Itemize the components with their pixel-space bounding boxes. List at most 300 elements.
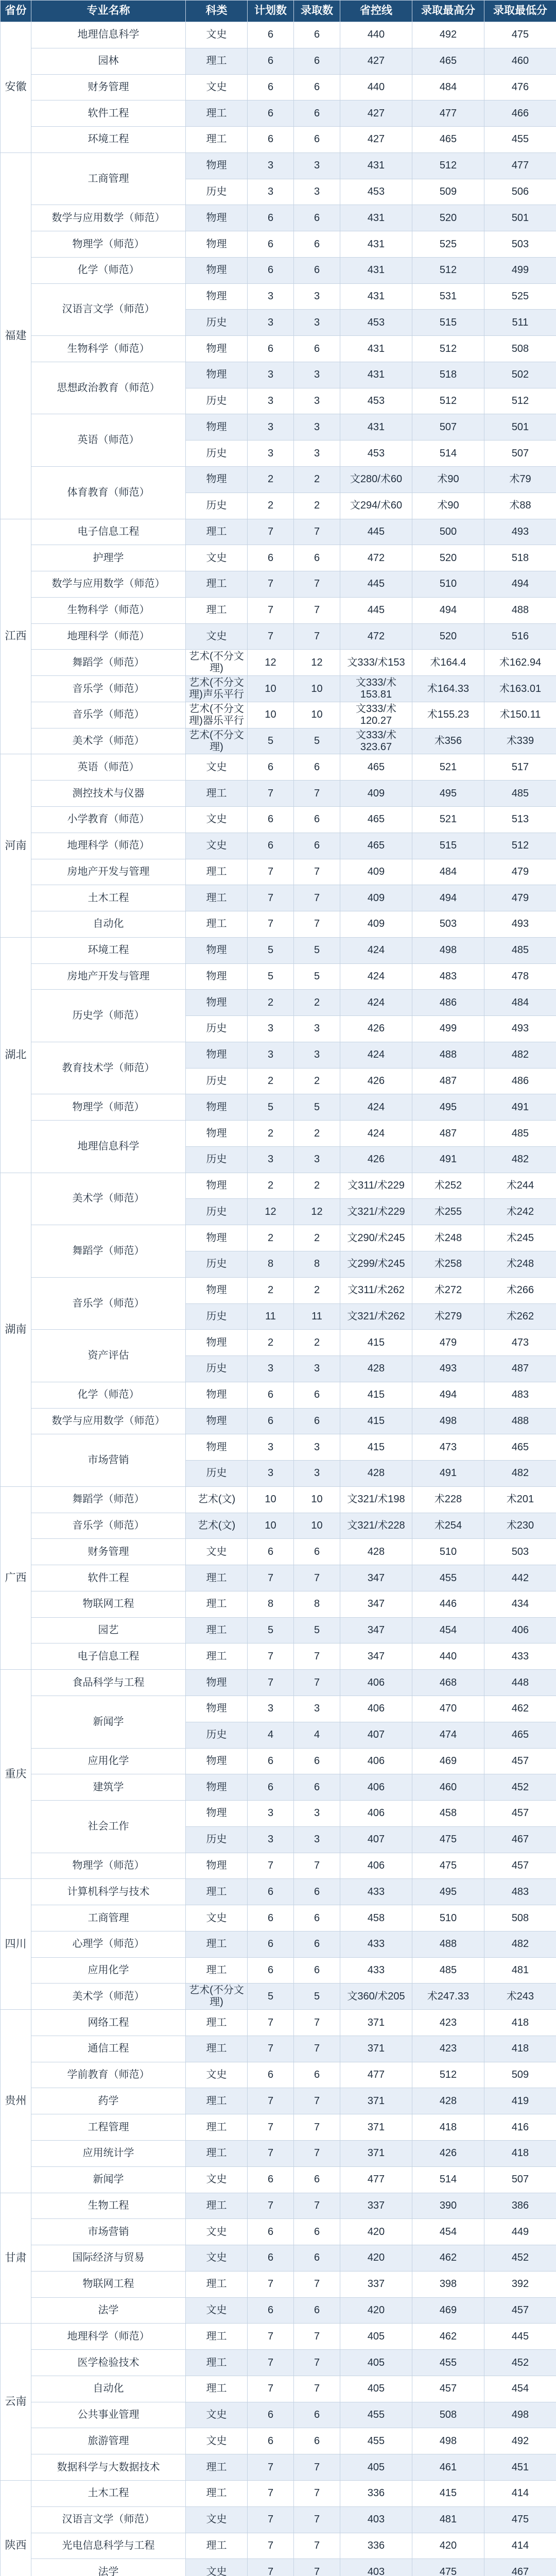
min-score-cell: 502 [484, 362, 556, 388]
category-cell: 理工 [186, 2271, 248, 2297]
admit-count-cell: 3 [294, 1826, 340, 1853]
major-name-cell: 电子信息工程 [31, 1643, 186, 1670]
min-score-cell: 术230 [484, 1513, 556, 1539]
category-cell: 物理 [186, 1774, 248, 1801]
control-line-cell: 347 [340, 1565, 412, 1591]
max-score-cell: 520 [412, 545, 484, 571]
category-cell: 文史 [186, 545, 248, 571]
control-line-cell: 455 [340, 2402, 412, 2428]
min-score-cell: 442 [484, 1565, 556, 1591]
category-cell: 艺术(不分文理) [186, 728, 248, 754]
plan-count-cell: 6 [248, 1879, 294, 1905]
max-score-cell: 512 [412, 336, 484, 362]
control-line-cell: 409 [340, 911, 412, 938]
max-score-cell: 484 [412, 74, 484, 100]
admit-count-cell: 6 [294, 1382, 340, 1408]
category-cell: 文史 [186, 2402, 248, 2428]
control-line-cell: 431 [340, 283, 412, 310]
plan-count-cell: 3 [248, 388, 294, 414]
min-score-cell: 485 [484, 1121, 556, 1147]
max-score-cell: 512 [412, 388, 484, 414]
control-line-cell: 371 [340, 2036, 412, 2062]
control-line-cell: 453 [340, 310, 412, 336]
admit-count-cell: 7 [294, 623, 340, 650]
control-line-cell: 424 [340, 937, 412, 963]
admit-count-cell: 3 [294, 310, 340, 336]
plan-count-cell: 2 [248, 1068, 294, 1094]
min-score-cell: 452 [484, 2245, 556, 2272]
admit-count-cell: 6 [294, 2428, 340, 2454]
province-cell: 四川 [1, 1879, 31, 2010]
major-name-cell: 房地产开发与管理 [31, 963, 186, 990]
major-name-cell: 体育教育（师范） [31, 467, 186, 519]
min-score-cell: 503 [484, 231, 556, 258]
min-score-cell: 406 [484, 1617, 556, 1643]
major-name-cell: 软件工程 [31, 100, 186, 127]
admit-count-cell: 8 [294, 1251, 340, 1277]
plan-count-cell: 7 [248, 2376, 294, 2402]
table-row [1, 1408, 556, 1434]
admit-count-cell: 5 [294, 1984, 340, 2010]
control-line-cell: 文333/术120.27 [340, 702, 412, 728]
table-row [1, 1984, 556, 2010]
admit-count-cell: 6 [294, 1748, 340, 1774]
major-name-cell: 应用化学 [31, 1748, 186, 1774]
admit-count-cell: 7 [294, 885, 340, 911]
max-score-cell: 531 [412, 283, 484, 310]
header-row [1, 1, 556, 22]
max-score-cell: 术272 [412, 1277, 484, 1303]
table-row [1, 22, 556, 48]
min-score-cell: 477 [484, 152, 556, 179]
province-cell: 河南 [1, 754, 31, 937]
admit-count-cell: 7 [294, 2193, 340, 2219]
table-row [1, 519, 556, 545]
control-line-cell: 415 [340, 1382, 412, 1408]
category-cell: 艺术(文) [186, 1486, 248, 1513]
plan-count-cell: 7 [248, 2350, 294, 2376]
major-name-cell: 电子信息工程 [31, 519, 186, 545]
plan-count-cell: 6 [248, 2402, 294, 2428]
major-name-cell: 地理科学（师范） [31, 833, 186, 859]
min-score-cell: 术162.94 [484, 650, 556, 676]
major-name-cell: 生物科学（师范） [31, 597, 186, 623]
major-name-cell: 土木工程 [31, 885, 186, 911]
control-line-cell: 445 [340, 571, 412, 598]
plan-count-cell: 6 [248, 74, 294, 100]
category-cell: 历史 [186, 1461, 248, 1487]
control-line-cell: 文299/术245 [340, 1251, 412, 1277]
control-line-cell: 407 [340, 1722, 412, 1748]
plan-count-cell: 3 [248, 310, 294, 336]
max-score-cell: 420 [412, 2533, 484, 2559]
control-line-cell: 427 [340, 48, 412, 74]
min-score-cell: 462 [484, 1696, 556, 1722]
admit-count-cell: 6 [294, 2166, 340, 2193]
plan-count-cell: 5 [248, 1094, 294, 1121]
max-score-cell: 术252 [412, 1173, 484, 1199]
major-name-cell: 教育技术学（师范） [31, 1042, 186, 1094]
category-cell: 历史 [186, 1722, 248, 1748]
admit-count-cell: 5 [294, 1617, 340, 1643]
admit-count-cell: 7 [294, 2506, 340, 2533]
table-row [1, 1905, 556, 1931]
max-score-cell: 446 [412, 1591, 484, 1617]
control-line-cell: 406 [340, 1774, 412, 1801]
admit-count-cell: 6 [294, 1408, 340, 1434]
plan-count-cell: 6 [248, 2062, 294, 2088]
table-row [1, 781, 556, 807]
max-score-cell: 455 [412, 1565, 484, 1591]
min-score-cell: 418 [484, 2141, 556, 2167]
plan-count-cell: 7 [248, 1643, 294, 1670]
major-name-cell: 工商管理 [31, 152, 186, 205]
category-cell: 理工 [186, 2376, 248, 2402]
max-score-cell: 514 [412, 2166, 484, 2193]
admit-count-cell: 3 [294, 152, 340, 179]
province-cell: 云南 [1, 2324, 31, 2481]
admit-count-cell: 6 [294, 100, 340, 127]
control-line-cell: 415 [340, 1434, 412, 1461]
plan-count-cell: 6 [248, 127, 294, 153]
plan-count-cell: 10 [248, 1513, 294, 1539]
table-row [1, 571, 556, 598]
table-row [1, 100, 556, 127]
control-line-cell: 409 [340, 859, 412, 885]
category-cell: 历史 [186, 1146, 248, 1173]
control-line-cell: 431 [340, 362, 412, 388]
table-row [1, 152, 556, 179]
major-name-cell: 化学（师范） [31, 1382, 186, 1408]
min-score-cell: 491 [484, 1094, 556, 1121]
table-row [1, 48, 556, 74]
max-score-cell: 481 [412, 2506, 484, 2533]
max-score-cell: 398 [412, 2271, 484, 2297]
max-score-cell: 498 [412, 937, 484, 963]
plan-count-cell: 3 [248, 362, 294, 388]
major-name-cell: 光电信息科学与工程 [31, 2533, 186, 2559]
control-line-cell: 文333/术323.67 [340, 728, 412, 754]
table-row [1, 650, 556, 676]
plan-count-cell: 6 [248, 1957, 294, 1984]
control-line-cell: 文321/术229 [340, 1199, 412, 1225]
province-cell: 甘肃 [1, 2193, 31, 2324]
table-row [1, 754, 556, 781]
plan-count-cell: 6 [248, 1748, 294, 1774]
category-cell: 历史 [186, 1303, 248, 1330]
admit-count-cell: 3 [294, 362, 340, 388]
category-cell: 物理 [186, 257, 248, 283]
max-score-cell: 487 [412, 1068, 484, 1094]
max-score-cell: 475 [412, 2559, 484, 2576]
table-row [1, 2559, 556, 2576]
category-cell: 物理 [186, 1094, 248, 1121]
control-line-cell: 445 [340, 519, 412, 545]
min-score-cell: 484 [484, 990, 556, 1016]
major-name-cell: 学前教育（师范） [31, 2062, 186, 2088]
table-row [1, 1330, 556, 1356]
table-row [1, 2402, 556, 2428]
control-line-cell: 405 [340, 2350, 412, 2376]
plan-count-cell: 7 [248, 519, 294, 545]
control-line-cell: 424 [340, 990, 412, 1016]
category-cell: 理工 [186, 1617, 248, 1643]
max-score-cell: 487 [412, 1121, 484, 1147]
admit-count-cell: 8 [294, 1591, 340, 1617]
admit-count-cell: 2 [294, 1173, 340, 1199]
plan-count-cell: 3 [248, 1696, 294, 1722]
admit-count-cell: 7 [294, 1670, 340, 1696]
major-name-cell: 计算机科学与技术 [31, 1879, 186, 1905]
major-name-cell: 环境工程 [31, 127, 186, 153]
plan-count-cell: 7 [248, 2454, 294, 2481]
control-line-cell: 文311/术262 [340, 1277, 412, 1303]
table-row [1, 1173, 556, 1199]
min-score-cell: 475 [484, 2506, 556, 2533]
plan-count-cell: 12 [248, 650, 294, 676]
major-name-cell: 生物工程 [31, 2193, 186, 2219]
control-line-cell: 453 [340, 179, 412, 205]
category-cell: 历史 [186, 1251, 248, 1277]
control-line-cell: 405 [340, 2454, 412, 2481]
table-row [1, 2166, 556, 2193]
min-score-cell: 513 [484, 806, 556, 833]
major-name-cell: 国际经济与贸易 [31, 2245, 186, 2272]
max-score-cell: 术258 [412, 1251, 484, 1277]
plan-count-cell: 6 [248, 2245, 294, 2272]
plan-count-cell: 7 [248, 1853, 294, 1879]
max-score-cell: 491 [412, 1146, 484, 1173]
admit-count-cell: 3 [294, 1461, 340, 1487]
min-score-cell: 473 [484, 1330, 556, 1356]
plan-count-cell: 7 [248, 2324, 294, 2350]
admit-count-cell: 6 [294, 2062, 340, 2088]
admit-count-cell: 2 [294, 1225, 340, 1251]
major-name-cell: 美术学（师范） [31, 1173, 186, 1225]
plan-count-cell: 3 [248, 1461, 294, 1487]
admit-count-cell: 7 [294, 2350, 340, 2376]
control-line-cell: 427 [340, 100, 412, 127]
control-line-cell: 426 [340, 1016, 412, 1042]
major-name-cell: 历史学（师范） [31, 990, 186, 1042]
plan-count-cell: 3 [248, 179, 294, 205]
max-score-cell: 475 [412, 1826, 484, 1853]
province-cell: 湖北 [1, 937, 31, 1173]
min-score-cell: 525 [484, 283, 556, 310]
major-name-cell: 自动化 [31, 2376, 186, 2402]
control-line-cell: 409 [340, 781, 412, 807]
category-cell: 物理 [186, 1748, 248, 1774]
max-score-cell: 术164.33 [412, 676, 484, 702]
plan-count-cell: 5 [248, 1984, 294, 2010]
max-score-cell: 521 [412, 806, 484, 833]
table-row [1, 1670, 556, 1696]
table-row [1, 2114, 556, 2141]
control-line-cell: 文333/术153.81 [340, 676, 412, 702]
max-score-cell: 494 [412, 885, 484, 911]
admit-count-cell: 7 [294, 1643, 340, 1670]
max-score-cell: 390 [412, 2193, 484, 2219]
plan-count-cell: 6 [248, 806, 294, 833]
min-score-cell: 507 [484, 440, 556, 467]
plan-count-cell: 2 [248, 467, 294, 493]
admit-count-cell: 10 [294, 676, 340, 702]
control-line-cell: 427 [340, 127, 412, 153]
major-name-cell: 园林 [31, 48, 186, 74]
admit-count-cell: 3 [294, 1434, 340, 1461]
plan-count-cell: 7 [248, 885, 294, 911]
max-score-cell: 462 [412, 2245, 484, 2272]
control-line-cell: 440 [340, 74, 412, 100]
min-score-cell: 501 [484, 205, 556, 231]
plan-count-cell: 2 [248, 493, 294, 519]
min-score-cell: 481 [484, 1957, 556, 1984]
control-line-cell: 403 [340, 2506, 412, 2533]
max-score-cell: 415 [412, 2480, 484, 2506]
admit-count-cell: 5 [294, 1094, 340, 1121]
plan-count-cell: 7 [248, 1565, 294, 1591]
min-score-cell: 494 [484, 571, 556, 598]
admit-count-cell: 7 [294, 571, 340, 598]
min-score-cell: 433 [484, 1643, 556, 1670]
major-name-cell: 化学（师范） [31, 257, 186, 283]
max-score-cell: 518 [412, 362, 484, 388]
control-line-cell: 405 [340, 2376, 412, 2402]
min-score-cell: 460 [484, 48, 556, 74]
admit-count-cell: 6 [294, 754, 340, 781]
min-score-cell: 457 [484, 2297, 556, 2324]
max-score-cell: 455 [412, 2350, 484, 2376]
major-name-cell: 通信工程 [31, 2036, 186, 2062]
min-score-cell: 518 [484, 545, 556, 571]
admit-count-cell: 2 [294, 1277, 340, 1303]
table-header [1, 1, 556, 22]
control-line-cell: 371 [340, 2114, 412, 2141]
admit-count-cell: 2 [294, 990, 340, 1016]
table-row [1, 2324, 556, 2350]
admit-count-cell: 7 [294, 2141, 340, 2167]
major-name-cell: 建筑学 [31, 1774, 186, 1801]
min-score-cell: 术245 [484, 1225, 556, 1251]
major-name-cell: 护理学 [31, 545, 186, 571]
max-score-cell: 470 [412, 1696, 484, 1722]
max-score-cell: 510 [412, 1905, 484, 1931]
category-cell: 物理 [186, 963, 248, 990]
plan-count-cell: 6 [248, 205, 294, 231]
min-score-cell: 451 [484, 2454, 556, 2481]
major-name-cell: 地理信息科学 [31, 22, 186, 48]
header-admit-count: 录取数 [294, 1, 340, 22]
major-name-cell: 公共事业管理 [31, 2402, 186, 2428]
major-name-cell: 新闻学 [31, 1696, 186, 1749]
category-cell: 物理 [186, 1696, 248, 1722]
min-score-cell: 452 [484, 1774, 556, 1801]
control-line-cell: 477 [340, 2166, 412, 2193]
max-score-cell: 512 [412, 2062, 484, 2088]
min-score-cell: 457 [484, 1853, 556, 1879]
category-cell: 文史 [186, 2506, 248, 2533]
category-cell: 物理 [186, 414, 248, 440]
control-line-cell: 433 [340, 1957, 412, 1984]
category-cell: 物理 [186, 990, 248, 1016]
category-cell: 物理 [186, 1801, 248, 1827]
min-score-cell: 467 [484, 2559, 556, 2576]
table-row [1, 1094, 556, 1121]
max-score-cell: 493 [412, 1356, 484, 1382]
control-line-cell: 420 [340, 2219, 412, 2245]
plan-count-cell: 10 [248, 676, 294, 702]
admit-count-cell: 3 [294, 414, 340, 440]
control-line-cell: 431 [340, 414, 412, 440]
category-cell: 艺术(不分文理)器乐平行 [186, 702, 248, 728]
major-name-cell: 音乐学（师范） [31, 702, 186, 728]
category-cell: 理工 [186, 48, 248, 74]
admit-count-cell: 6 [294, 1879, 340, 1905]
admit-count-cell: 2 [294, 1121, 340, 1147]
table-row [1, 676, 556, 702]
category-cell: 历史 [186, 1068, 248, 1094]
major-name-cell: 物理学（师范） [31, 1094, 186, 1121]
min-score-cell: 501 [484, 414, 556, 440]
max-score-cell: 485 [412, 1957, 484, 1984]
max-score-cell: 491 [412, 1461, 484, 1487]
category-cell: 物理 [186, 205, 248, 231]
table-row [1, 728, 556, 754]
min-score-cell: 517 [484, 754, 556, 781]
category-cell: 理工 [186, 1643, 248, 1670]
category-cell: 理工 [186, 2114, 248, 2141]
max-score-cell: 494 [412, 597, 484, 623]
table-row [1, 1957, 556, 1984]
plan-count-cell: 7 [248, 2559, 294, 2576]
control-line-cell: 337 [340, 2271, 412, 2297]
control-line-cell: 403 [340, 2559, 412, 2576]
max-score-cell: 521 [412, 754, 484, 781]
category-cell: 文史 [186, 2297, 248, 2324]
max-score-cell: 460 [412, 1774, 484, 1801]
plan-count-cell: 6 [248, 2428, 294, 2454]
admit-count-cell: 5 [294, 937, 340, 963]
table-row [1, 1225, 556, 1251]
table-body [1, 22, 556, 2576]
category-cell: 物理 [186, 362, 248, 388]
category-cell: 物理 [186, 937, 248, 963]
plan-count-cell: 6 [248, 336, 294, 362]
admit-count-cell: 2 [294, 1068, 340, 1094]
min-score-cell: 482 [484, 1461, 556, 1487]
max-score-cell: 423 [412, 2010, 484, 2036]
admit-count-cell: 7 [294, 2533, 340, 2559]
max-score-cell: 525 [412, 231, 484, 258]
table-row [1, 2297, 556, 2324]
max-score-cell: 440 [412, 1643, 484, 1670]
plan-count-cell: 7 [248, 781, 294, 807]
category-cell: 物理 [186, 1670, 248, 1696]
admit-count-cell: 10 [294, 1486, 340, 1513]
admit-count-cell: 3 [294, 1016, 340, 1042]
max-score-cell: 477 [412, 100, 484, 127]
plan-count-cell: 11 [248, 1303, 294, 1330]
category-cell: 物理 [186, 1330, 248, 1356]
category-cell: 文史 [186, 2062, 248, 2088]
plan-count-cell: 7 [248, 623, 294, 650]
min-score-cell: 509 [484, 2062, 556, 2088]
category-cell: 文史 [186, 1905, 248, 1931]
admit-count-cell: 6 [294, 1774, 340, 1801]
admit-count-cell: 2 [294, 1330, 340, 1356]
max-score-cell: 术254 [412, 1513, 484, 1539]
category-cell: 理工 [186, 127, 248, 153]
